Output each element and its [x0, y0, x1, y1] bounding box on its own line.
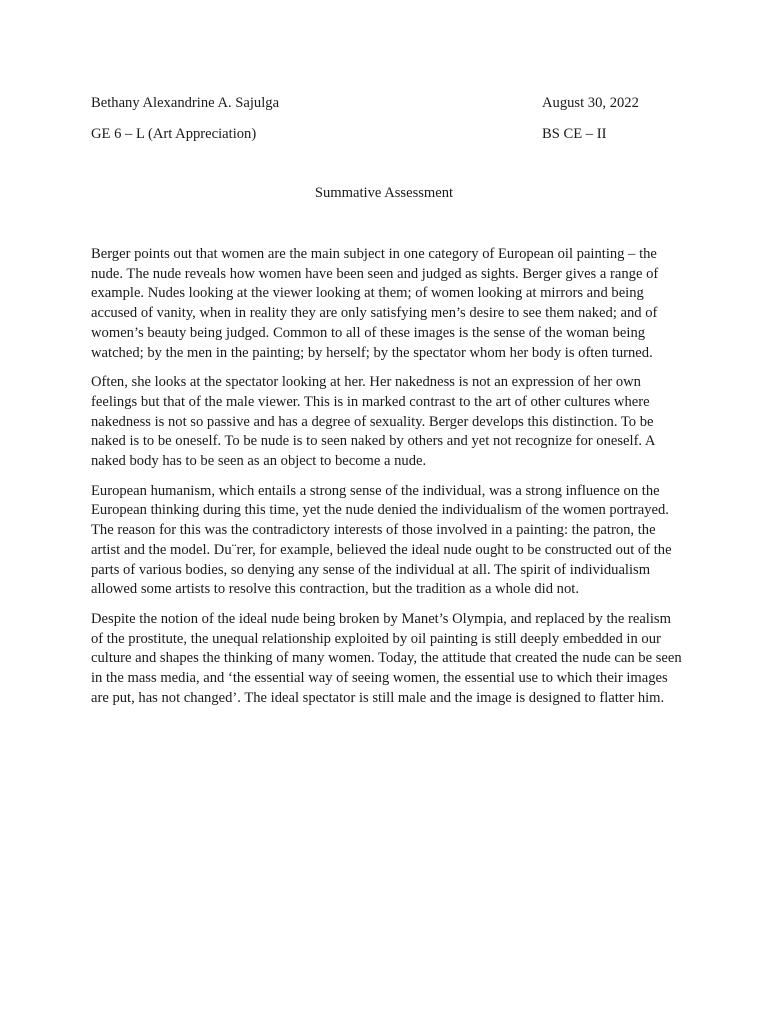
header-row-1: [91, 93, 681, 113]
course-code: GE 6 – L (Art Appreciation): [91, 126, 257, 142]
header-row-2: [91, 124, 681, 144]
author-name: Bethany Alexandrine A. Sajulga: [91, 95, 280, 111]
paragraph: European humanism, which entails a strong sense of the individual, was a strong influence on the European thinking during this time, yet the nude denied the individualism of the women portrayed. The reason for this was the contradictory interests of those involved in a painting: the patron, the artist and the model. Du¨rer, for example, believed the ideal nude ought to be constructed out of the parts of various bodies, so denying any sense of the individual at all. The spirit of individualism allowed some artists to resolve this contraction, but the tradition as a whole did not.: [91, 482, 672, 598]
document-title: Summative Assessment: [314, 185, 454, 201]
program-year: BS CE – II: [542, 126, 607, 142]
document-body: [91, 245, 683, 718]
paragraph: Often, she looks at the spectator looking at her. Her nakedness is not an expression of her own feelings but that of the male viewer. This is in marked contrast to the art of other cultures where nakedness is not so passive and has a degree of sexuality. Berger develops this distinction. To be naked is to be oneself. To be nude is to seen naked by others and yet not recognize for oneself. A naked body has to be seen as an object to become a nude.: [91, 374, 655, 470]
paragraph: Despite the notion of the ideal nude being broken by Manet’s Olympia, and replaced by the realism of the prostitute, the unequal relationship exploited by oil painting is still deeply embedded in our culture and shapes the thinking of many women. Today, the attitude that created the nude can be seen in the mass media, and ‘the essential way of seeing women, the essential use to which their images are put, has not changed’. The ideal spectator is still male and the image is designed to flatter him.: [91, 610, 682, 706]
submission-date: August 30, 2022: [542, 95, 639, 111]
paragraph: Berger points out that women are the main subject in one category of European oil painting – the nude. The nude reveals how women have been seen and judged as sights. Berger gives a range of example. Nudes looking at the viewer looking at them; of women looking at mirrors and being accused of vanity, when in reality they are only satisfying men’s desire to see them naked; and of women’s beauty being judged. Common to all of these images is the sense of the woman being watched; by the men in the painting; by herself; by the spectator whom her body is often turned.: [91, 246, 659, 361]
